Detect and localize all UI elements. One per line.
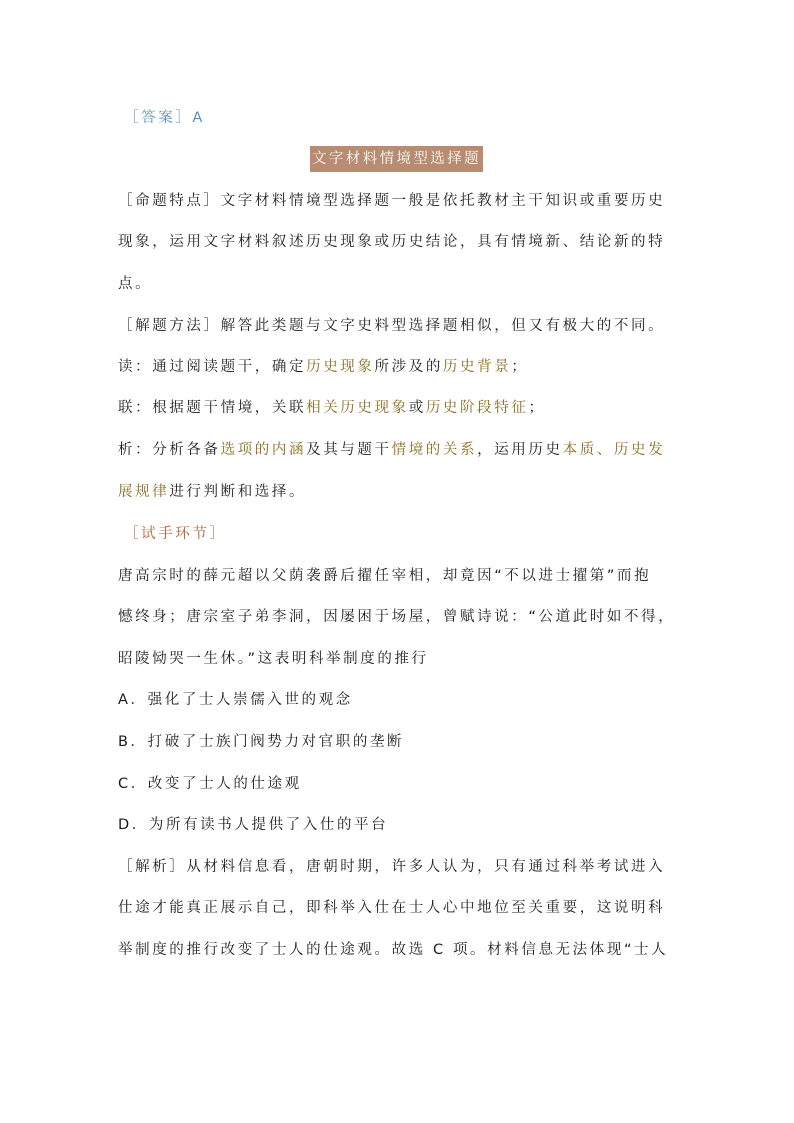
- link-highlight-1: 相关历史现象: [306, 400, 409, 416]
- method-read: [118, 357, 684, 377]
- analyze-highlight-4: 展规律: [118, 484, 170, 500]
- method-line: ［解题方法］解答此类题与文字史料型选择题相似，但又有极大的不同。: [118, 318, 666, 334]
- analysis-line-2: 仕途才能真正展示自己，即科举入仕在士人心中地位至关重要，这说明科: [118, 900, 666, 916]
- link-highlight-2: 历史阶段特征: [425, 400, 529, 416]
- read-mid: 所涉及的: [374, 359, 443, 375]
- option-a: A．强化了士人崇儒入世的观念: [118, 692, 353, 708]
- analyze-highlight-2: 情境的关系: [391, 442, 478, 458]
- link-mid: 或: [408, 400, 426, 416]
- answer-label: ［答案］A: [124, 110, 205, 126]
- method-analyze-line-1: [118, 440, 684, 460]
- feature-line-1: ［命题特点］文字材料情境型选择题一般是依托教材主干知识或重要历史: [118, 193, 666, 209]
- feature-line-3: 点。: [118, 276, 153, 292]
- method-link: [118, 398, 684, 418]
- question-line-2: 憾终身；唐宗室子弟李洞，因屡困于场屋，曾赋诗说：“公道此时如不得，: [118, 609, 676, 625]
- read-prefix: 读：通过阅读题干，确定: [118, 359, 307, 375]
- option-c: C．改变了士人的仕途观: [118, 776, 302, 792]
- analyze-suffix: 进行判断和选择。: [169, 484, 307, 500]
- link-prefix: 联：根据题干情境，关联: [118, 400, 307, 416]
- analysis-line-1: ［解析］从材料信息看，唐朝时期，许多人认为，只有通过科举考试进入: [118, 859, 666, 875]
- option-b: B．打破了士族门阀势力对官职的垄断: [118, 734, 405, 750]
- feature-line-2: 现象，运用文字材料叙述历史现象或历史结论，具有情境新、结论新的特: [118, 234, 666, 250]
- option-d: D．为所有读书人提供了入仕的平台: [118, 817, 389, 833]
- read-suffix: ；: [511, 359, 529, 375]
- question-line-3: 昭陵恸哭一生休。”这表明科举制度的推行: [118, 651, 429, 667]
- analysis-line-3: 举制度的推行改变了士人的仕途观。故选 C 项。材料信息无法体现“士人: [118, 942, 669, 958]
- analyze-prefix: 析：分析各备: [118, 442, 221, 458]
- analyze-mid-1: 及其与题干: [306, 442, 392, 458]
- analyze-highlight-3: 本质、历史发: [562, 442, 666, 458]
- read-highlight-1: 历史现象: [306, 359, 375, 375]
- analyze-highlight-1: 选项的内涵: [220, 442, 307, 458]
- method-analyze-line-2: [118, 482, 684, 502]
- section-banner: 文字材料情境型选择题: [310, 146, 483, 172]
- question-line-1: 唐高宗时的薛元超以父荫袭爵后擢任宰相，却竟因“不以进士擢第”而抱: [118, 568, 652, 584]
- practice-section-title: ［试手环节］: [124, 526, 227, 542]
- read-highlight-2: 历史背景: [442, 359, 512, 375]
- link-suffix: ；: [528, 400, 546, 416]
- analyze-mid-2: ，运用历史: [477, 442, 563, 458]
